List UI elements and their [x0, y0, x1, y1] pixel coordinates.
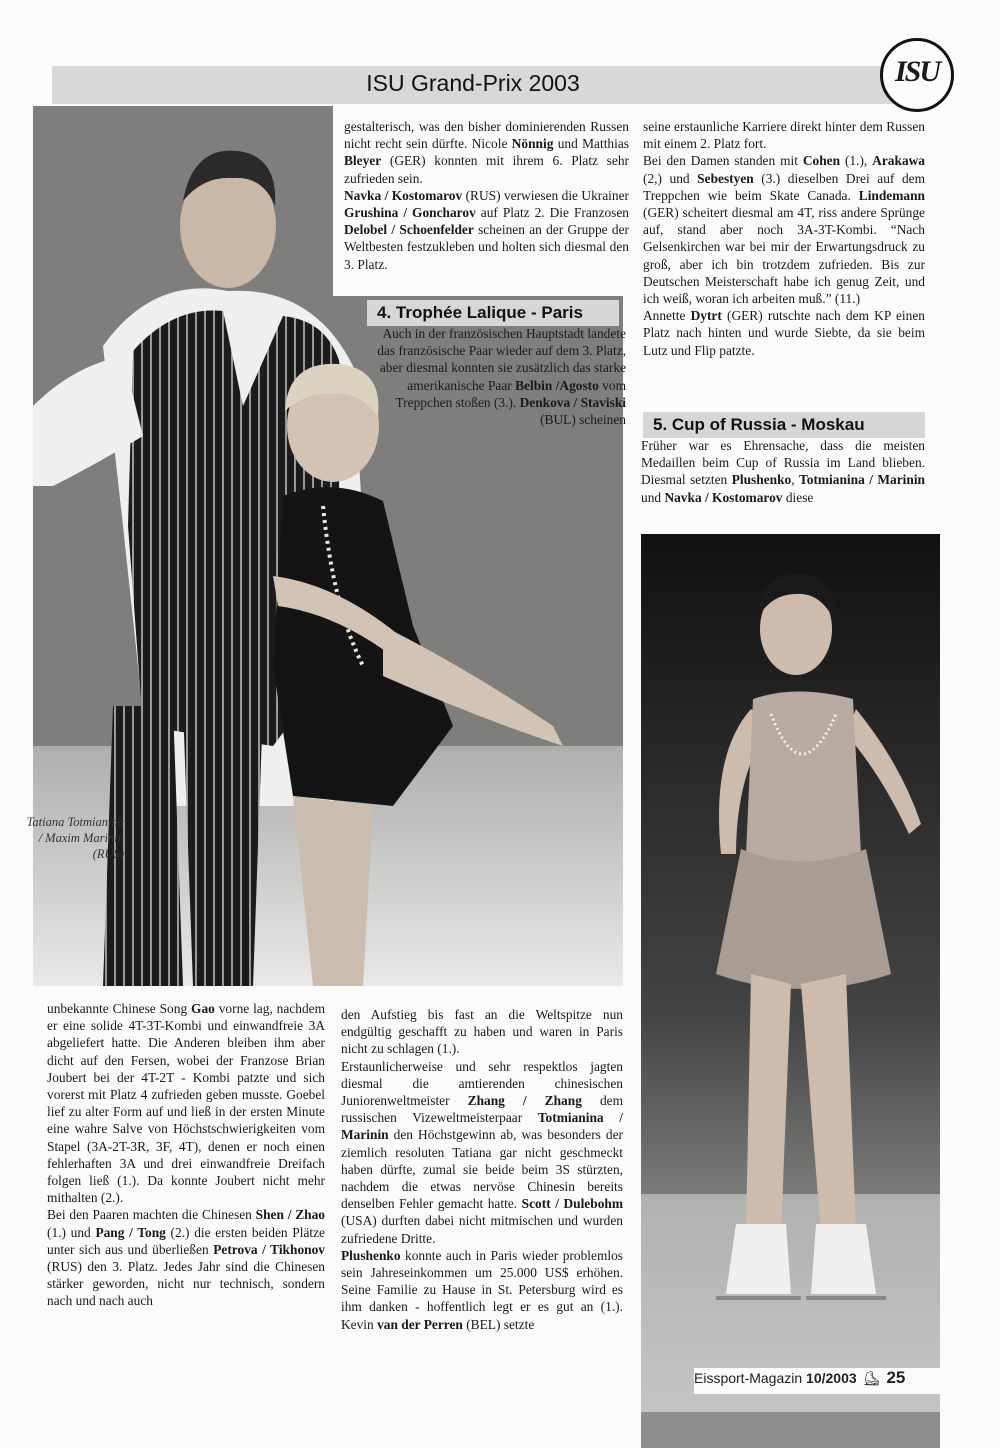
- caption-line: (RUS): [92, 847, 124, 861]
- article-paragraph: seine erstaunliche Karriere direkt hinter dem Russen mit einem 2. Platz fort.: [643, 119, 925, 152]
- caption-line: Tatiana Totmianina: [26, 815, 124, 829]
- article-paragraph: Navka / Kostomarov (RUS) verwiesen die Ukrainer Grushina / Goncharov auf Platz 2. Die Franzosen Delobel / Schoenfelder scheinen an der Gruppe der Weltbesten festzukleben und holten sich diesmal den 3. Platz.: [344, 187, 629, 272]
- article-paragraph: Erstaunlicherweise und sehr respektlos jagten diesmal die amtierenden chinesischen Juniorenweltmeister Zhang / Zhang dem russischen Vizeweltmeisterpaar Totmianina / Marinin den Höchstgewinn ab, was besonders der ziemlich resoluten Tatiana gar nicht geschmeckt haben dürfte, zumal sie beide beim 3S stürzten, nachdem die etwas nervöse Chinesin bereits denselben Fehler gemacht hatte. Scott / Dulebohm (USA) durften dabei nicht mitmischen und wurden zufriedene Dritte.: [341, 1058, 623, 1246]
- footer-magazine-name: Eissport-Magazin: [694, 1370, 803, 1386]
- article-paragraph: Plushenko konnte auch in Paris wieder problemlos sein Jahreseinkommen um 25.000 US$ erhöhen. Seine Familie zu Hause in St. Petersburg wird es ihm danken - hoffentlich legt er es gut an (1.). Kevin van der Perren (BEL) setzte: [341, 1247, 623, 1332]
- caption-line: / Maxim Marinin: [38, 831, 124, 845]
- page-number: 25: [886, 1368, 906, 1387]
- article-column-section5: [641, 437, 925, 506]
- article-paragraph: Früher war es Ehrensache, dass die meisten Medaillen beim Cup of Russia im Land blieben. Diesmal setzten Plushenko, Totmianina / Marinin und Navka / Kostomarov diese: [641, 438, 926, 505]
- article-paragraph: den Aufstieg bis fast an die Weltspitze nun endgültig geschafft zu haben und waren in Paris nicht zu schlagen (1.).: [341, 1007, 623, 1057]
- article-column-middle-bottom: [341, 1006, 623, 1333]
- section-heading-trophee-lalique: 4. Trophée Lalique - Paris: [367, 300, 619, 326]
- article-paragraph: Bei den Damen standen mit Cohen (1.), Arakawa (2,) und Sebestyen (3.) dieselben Drei auf dem Treppchen wie beim Skate Canada. Lindemann (GER) scheitert diesmal am 4T, riss andere Sprünge auf, stand aber noch 3A-3T-Kombi. “Nach Gelsenkirchen war bei mir der Erwartungsdruck zu groß, aber ich bin trotzdem zufrieden. Bis zur Deutschen Meisterschaft habe ich genug Zeit, und ich weiß, woran ich arbeiten muß.” (11.): [643, 153, 925, 307]
- article-column-left-bottom: [47, 1000, 325, 1310]
- section-heading-cup-of-russia: 5. Cup of Russia - Moskau: [643, 412, 925, 438]
- article-paragraph: Auch in der französischen Hauptstadt landete das französische Paar wieder auf dem 3. Platz, aber diesmal konnten sie zusätzlich das starke amerikanische Paar Belbin /Agosto vom Treppchen stoßen (3.). Denkova / Staviski (BUL) scheinen: [377, 326, 626, 428]
- article-column-section4: [372, 325, 626, 428]
- isu-logo: [880, 38, 954, 112]
- isu-logo-text: ISU: [894, 55, 940, 88]
- article-paragraph: unbekannte Chinese Song Gao vorne lag, nachdem er eine solide 4T-3T-Kombi und einwandfreie 3A abgeliefert hatte. Die Anderen bleiben ihm aber dicht auf den Fersen, wobei der Franzose Brian Joubert bei der 4T-2T - Kombi patzte und sich vorerst mit Platz 4 zufrieden geben musste. Goebel lief zu alter Form auf und ließ in der ersten Minute eine wahre Salve von Höchstschwierigkeiten vom Stapel (3A-2T-3R, 3F, 4T), denen er noch einen fehlerhaften 3A und drei einwandfreie Dreifach folgen ließ (1.). Da konnte Joubert nicht mehr mithalten (2.).: [47, 1001, 325, 1206]
- photo-caption: [0, 814, 124, 862]
- footer-issue: 10/2003: [806, 1370, 857, 1386]
- article-column-right-top: [643, 118, 925, 359]
- article-paragraph: Bei den Paaren machten die Chinesen Shen / Zhao (1.) und Pang / Tong (2.) die ersten beiden Plätze unter sich aus und überließen Petrova / Tikhonov (RUS) den 3. Platz. Jedes Jahr sind die Chinesen stärker geworden, nicht nur technisch, sondern nach und nach auch: [47, 1207, 326, 1309]
- page-title: ISU Grand-Prix 2003: [366, 70, 580, 96]
- magazine-mascot-icon: ⛸: [862, 1370, 881, 1386]
- female-skater-illustration: [641, 534, 940, 1412]
- article-paragraph: gestalterisch, was den bisher dominierenden Russen nicht recht sein dürfte. Nicole Nönnig und Matthias Bleyer (GER) konnten mit ihrem 6. Platz sehr zufrieden sein.: [344, 119, 629, 186]
- article-column-middle-top: [344, 118, 629, 273]
- article-paragraph: Annette Dytrt (GER) rutschte nach dem KP einen Platz nach hinten und wurde Siebte, da sie beim Lutz und Flip patzte.: [643, 308, 925, 358]
- page-footer: [694, 1368, 954, 1394]
- female-skater-photo: [641, 534, 940, 1448]
